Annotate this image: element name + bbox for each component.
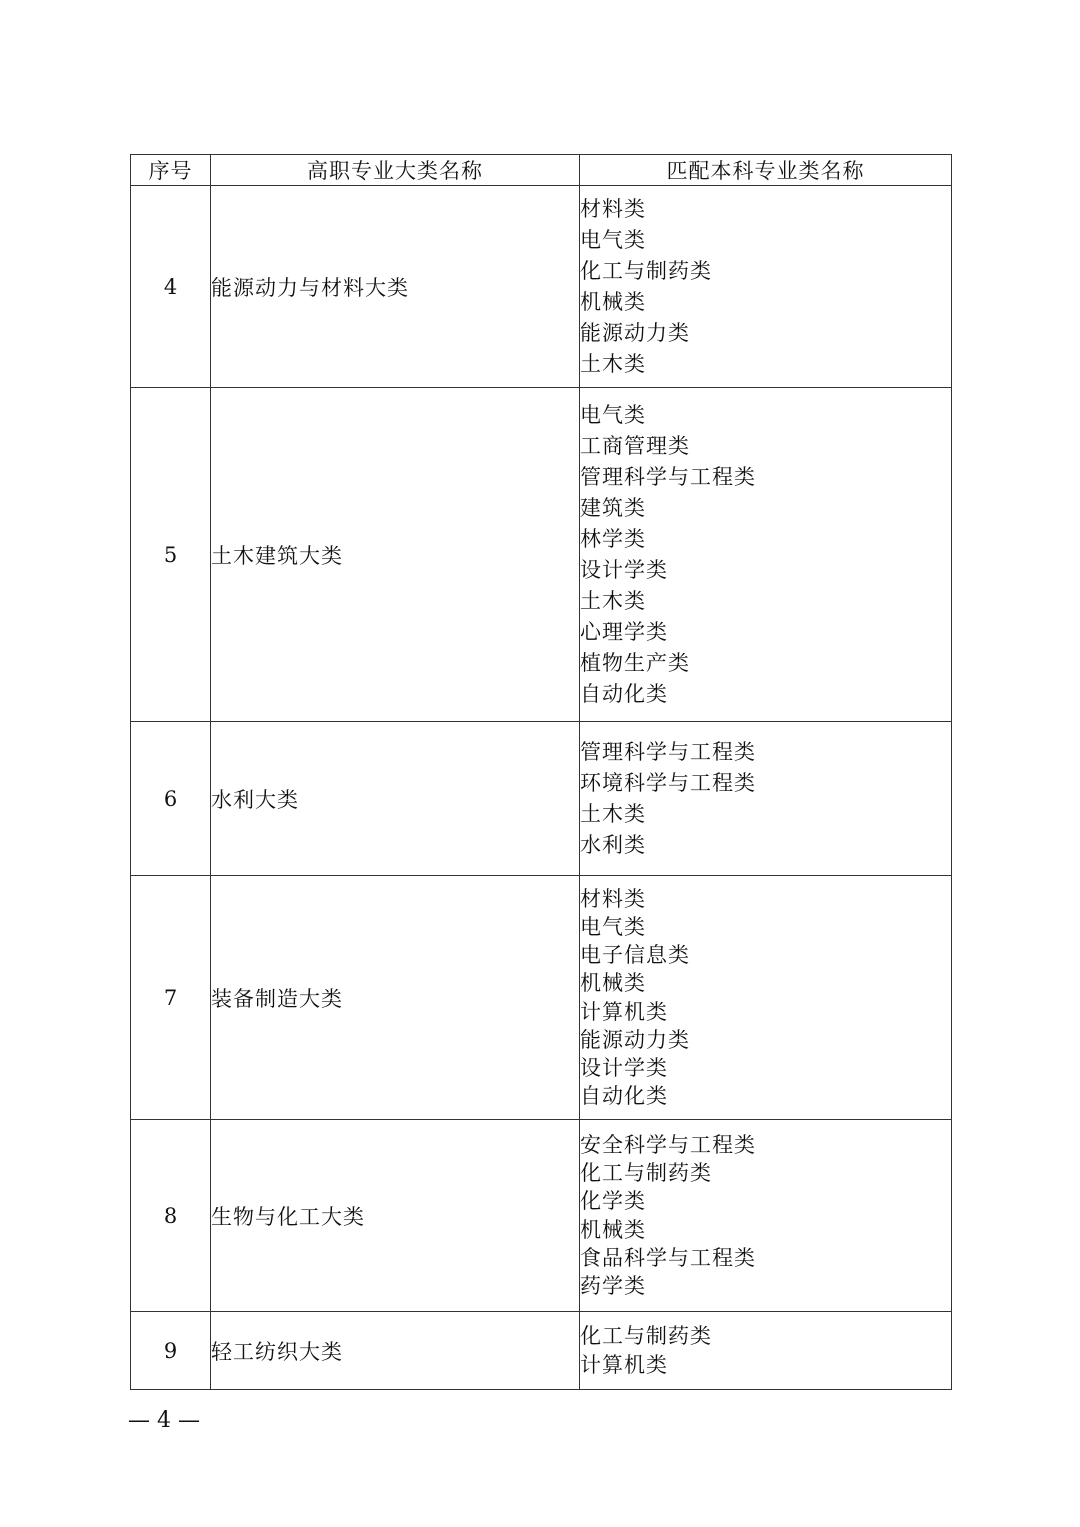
row-undergraduate-categories — [580, 876, 952, 1120]
table-header — [131, 155, 952, 186]
major-matching-table — [130, 154, 952, 1390]
undergraduate-item: 电气类 — [580, 227, 646, 252]
undergraduate-item: 机械类 — [580, 971, 646, 996]
table-row — [131, 722, 952, 876]
undergraduate-item: 建筑类 — [580, 495, 646, 520]
row-seq: 4 — [131, 186, 211, 388]
undergraduate-item: 药学类 — [580, 1273, 646, 1298]
undergraduate-item: 安全科学与工程类 — [580, 1132, 756, 1157]
row-vocational-category: 轻工纺织大类 — [211, 1312, 580, 1390]
row-vocational-category: 水利大类 — [211, 722, 580, 876]
row-seq: 5 — [131, 388, 211, 722]
undergraduate-item: 机械类 — [580, 1217, 646, 1242]
table-body — [131, 186, 952, 1390]
undergraduate-item: 设计学类 — [580, 557, 668, 582]
undergraduate-item: 电气类 — [580, 914, 646, 939]
undergraduate-item: 能源动力类 — [580, 1027, 690, 1052]
header-vocational-category: 高职专业大类名称 — [211, 155, 580, 186]
header-row — [131, 155, 952, 186]
header-undergraduate-category: 匹配本科专业类名称 — [580, 155, 952, 186]
undergraduate-item: 水利类 — [580, 832, 646, 857]
table-row — [131, 1312, 952, 1390]
undergraduate-item: 环境科学与工程类 — [580, 770, 756, 795]
undergraduate-item: 电子信息类 — [580, 943, 690, 968]
undergraduate-list — [580, 400, 951, 710]
row-vocational-category: 土木建筑大类 — [211, 388, 580, 722]
undergraduate-item: 材料类 — [580, 196, 646, 221]
table-row — [131, 1120, 952, 1312]
row-undergraduate-categories — [580, 186, 952, 388]
undergraduate-item: 化工与制药类 — [580, 1161, 712, 1186]
undergraduate-item: 土木类 — [580, 801, 646, 826]
row-undergraduate-categories — [580, 722, 952, 876]
row-seq: 7 — [131, 876, 211, 1120]
row-seq: 9 — [131, 1312, 211, 1390]
undergraduate-item: 土木类 — [580, 351, 646, 376]
undergraduate-item: 机械类 — [580, 289, 646, 314]
undergraduate-item: 管理科学与工程类 — [580, 739, 756, 764]
undergraduate-item: 自动化类 — [580, 681, 668, 706]
undergraduate-list — [580, 885, 951, 1111]
undergraduate-item: 计算机类 — [580, 1352, 668, 1377]
row-vocational-category: 能源动力与材料大类 — [211, 186, 580, 388]
undergraduate-item: 材料类 — [580, 886, 646, 911]
undergraduate-list — [580, 1322, 951, 1379]
undergraduate-item: 工商管理类 — [580, 433, 690, 458]
header-seq: 序号 — [131, 155, 211, 186]
undergraduate-item: 化工与制药类 — [580, 258, 712, 283]
row-undergraduate-categories — [580, 1312, 952, 1390]
row-undergraduate-categories — [580, 388, 952, 722]
undergraduate-item: 管理科学与工程类 — [580, 464, 756, 489]
table-row — [131, 876, 952, 1120]
table-row — [131, 186, 952, 388]
page-number: — 4 — — [128, 1408, 200, 1433]
undergraduate-item: 化工与制药类 — [580, 1324, 712, 1348]
undergraduate-item: 食品科学与工程类 — [580, 1245, 756, 1270]
undergraduate-item: 林学类 — [580, 526, 646, 551]
undergraduate-list — [580, 194, 951, 380]
undergraduate-item: 设计学类 — [580, 1055, 668, 1080]
row-seq: 8 — [131, 1120, 211, 1312]
row-undergraduate-categories — [580, 1120, 952, 1312]
undergraduate-item: 计算机类 — [580, 999, 668, 1024]
undergraduate-list — [580, 737, 951, 861]
undergraduate-list — [580, 1131, 951, 1300]
undergraduate-item: 心理学类 — [580, 619, 668, 644]
row-vocational-category: 装备制造大类 — [211, 876, 580, 1120]
row-seq: 6 — [131, 722, 211, 876]
undergraduate-item: 土木类 — [580, 588, 646, 613]
undergraduate-item: 自动化类 — [580, 1084, 668, 1109]
undergraduate-item: 化学类 — [580, 1189, 646, 1214]
undergraduate-item: 植物生产类 — [580, 650, 690, 675]
undergraduate-item: 电气类 — [580, 402, 646, 427]
row-vocational-category: 生物与化工大类 — [211, 1120, 580, 1312]
table-row — [131, 388, 952, 722]
undergraduate-item: 能源动力类 — [580, 320, 690, 345]
